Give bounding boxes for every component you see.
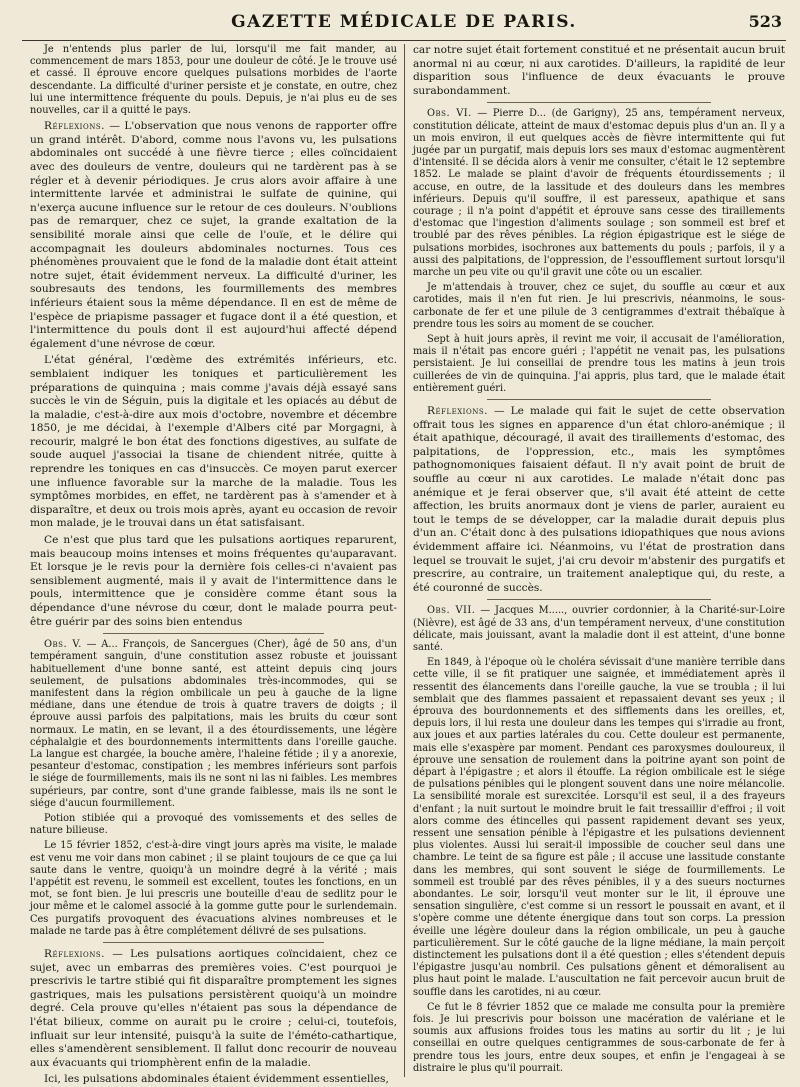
paragraph [30,948,397,1070]
paragraph-text: Ce n'est que plus tard que les pulsations aortiques reparurent, mais beaucoup moins intenses et moins fréquentes qu'auparavant. Et lorsque je le revis pour la dernière fois celles-ci n'avaient pas sensiblement augmenté, mais il y avait de l'intermittence dans le pouls, intermittence que je considère comme étant sous la dépendance d'une névrose du cœur, dont le malade pourra peut-être guérir par des soins bien entendus [30,534,397,628]
paragraph [30,120,397,351]
paragraph-text: Sept à huit jours après, il revint me voir, il accusait de l'amélioration, mais il n'était pas encore guéri ; l'appétit ne venait pas, les pulsations persistaient. Je lui conseillai de prendre tous les matins à jeun trois cuillerées de vin de quinquina. J'ai appris, plus tard, que le malade était entièrement guéri. [413,334,785,394]
paragraph-text: — Jacques M....., ouvrier cordonnier, à la Charité-sur-Loire (Nièvre), est âgé de 33 ans, d'un tempérament nerveux, d'une constitution délicate, mais jouissant, avant la maladie dont il est atteint, d'une bonne santé. [413,605,785,653]
paragraph [413,44,785,98]
paragraph [413,282,785,331]
left-column [30,44,397,1086]
paragraph-text: — L'observation que nous venons de rapporter offre un grand intérêt. D'abord, comme nous l'avons vu, les pulsations abdominales ont succédé à une fièvre tierce ; elles coïncidaient avec des douleurs de ventre, douleurs qui ne tardèrent pas à se régler et à devenir périodiques. Je crus alors avoir affaire à une intermittente larvée et administrai le sulfate de quinine, qui n'exerça aucune influence sur le retour de ces douleurs. N'oublions pas de remarquer, chez ce sujet, la grande exaltation de la sensibilité morale ainsi que celle de l'ouïe, et le délire qui accompagnait les douleurs abdominales nocturnes. Tous ces phénomènes prouvaient que le fond de la maladie dont était atteint notre sujet, était évidemment nerveux. La difficulté d'uriner, les soubresauts des tendons, les fourmillements des membres inférieurs étaient sous la même dépendance. Il en est de même de l'espèce de priapisme passager et fugace dont il a été question, et l'intermittence du pouls dont il est aujourd'hui affecté dépend également d'une névrose de cœur. [30,120,397,350]
paragraph-text: Je n'entends plus parler de lui, lorsqu'il me fait mander, au commencement de mars 1853, pour une douleur de côté. Je le trouve usé et cassé. Il éprouve encore quelques pulsations morbides de l'aorte descendante. La difficulté d'uriner persiste et je constate, en outre, chez lui une intermittence fréquente du pouls. Depuis, je n'ai plus eu de ses nouvelles, car il a quitté le pays. [30,44,397,117]
paragraph [413,334,785,395]
paragraph [413,605,785,654]
paragraph [30,1073,397,1087]
section-separator [487,599,710,600]
section-separator [487,102,710,103]
paragraph-text: — A... François, de Sancergues (Cher), âgé de 50 ans, d'un tempérament sanguin, d'une constitution assez robuste et jouissant habituellement d'une bonne santé, est atteint depuis cinq jours seulement, de pulsations abdominales très-incommodes, qui se manifestent dans la région ombilicale un peu à gauche de la ligne médiane, dans une étendue de trois à quatre travers de doigts ; il éprouve aussi parfois des palpitations, mais les bruits du cœur sont normaux. Le matin, en se levant, il a des étourdissements, une légère céphalalgie et des bourdonnements intermittents dans l'oreille gauche. La langue est chargée, la bouche amère, l'haleine fétide ; il y a anorexie, pesanteur d'estomac, constipation ; les membres inférieurs sont parfois le siége de fourmillements, mais ils ne sont ni las ni faibles. Les membres supérieurs, par contre, sont d'une grande faiblesse, mais ils ne sont le siége d'aucun fourmillement. [30,639,397,809]
paragraph [30,639,397,810]
paragraph-text: — Le malade qui fait le sujet de cette observation offrait tous les signes en apparence d'un état chloro-anémique ; il était apathique, découragé, il avait des tiraillements d'estomac, des palpitations, de l'oppression, etc., mais les symptômes pathognomoniques faisaient défaut. Il n'y avait point de bruit de souffle au cœur ni aux carotides. Le malade n'était donc pas anémique et je ferai observer que, s'il avait été atteint de cette affection, les bruits anormaux dont je viens de parler, auraient eu tout le temps de se développer, car la maladie durait depuis plus d'un an. C'était donc à des pulsations idiopathiques que nous avions évidemment affaire ici. Néanmoins, vu l'état de prostration dans lequel se trouvait le sujet, j'ai cru devoir m'abstenir des purgatifs et prescrire, au contraire, un traitement analeptique qui, du reste, a été couronné de succès. [413,405,785,594]
paragraph-text: Ce fut le 8 février 1852 que ce malade me consulta pour la première fois. Je lui prescrivis pour boisson une macération de valériane et le soumis aux affusions froides tous les matins au sortir du lit ; je lui conseillai en outre quelques centigrammes de sous-carbonate de fer à prendre tous les jours, entre deux soupes, et enfin je l'engageai à se distraire le plus qu'il pourrait. [413,1001,785,1074]
paragraph-lead: Réflexions. [44,120,105,133]
paragraph-lead: Réflexions. [427,405,488,418]
section-separator [103,633,323,634]
paragraph [413,1002,785,1075]
paragraph [30,354,397,531]
section-separator [103,942,323,943]
paragraph [413,108,785,279]
paragraph-text: Ici, les pulsations abdominales étaient évidemment essentielles, [44,1073,389,1086]
paragraph-text: Potion stibiée qui a provoqué des vomissements et des selles de nature bilieuse. [30,813,397,837]
paragraph [30,44,397,117]
paragraph [30,534,397,629]
page-header [22,10,786,41]
paragraph-lead: Obs. V. [44,639,82,651]
paragraph-text: Je m'attendais à trouver, chez ce sujet, du souffle au cœur et aux carotides, mais il n'en fut rien. Je lui prescrivis, néanmoins, le sous-carbonate de fer et une pilule de 3 centigrammes d'extrait thébaïque à prendre tous les soirs au moment de se coucher. [413,282,785,330]
paragraph-lead: Obs. VII. [427,605,476,617]
right-column [413,44,785,1079]
journal-title: GAZETTE MÉDICALE DE PARIS. [231,12,577,32]
paragraph [30,813,397,837]
section-separator [487,399,710,400]
paragraph-lead: Réflexions. [44,948,105,961]
paragraph [413,657,785,999]
paragraph-lead: Obs. VI. [427,108,472,120]
paragraph-text: car notre sujet était fortement constitué et ne présentait aucun bruit anormal ni au cœur, ni aux carotides. D'ailleurs, la rapidité de leur disparition sous l'influence de deux évacuants le prouve surabondamment. [413,44,785,97]
page-number: 523 [748,12,782,31]
paragraph-text: L'état général, l'œdème des extrémités inférieurs, etc. semblaient indiquer les toniques et particulièrement les préparations de quinquina ; mais comme j'avais déjà essayé sans succès le vin de Séguin, puis la digitale et les opiacés au début de la maladie, c'est-à-dire aux mois d'octobre, novembre et décembre 1850, je me décidai, à l'exemple d'Albers cité par Morgagni, à recourir, malgré le bon état des fonctions digestives, au sulfate de soude auquel j'associai la tisane de chiendent nitrée, quitte à reprendre les toniques en cas d'insuccès. Ce moyen parut exercer une influence favorable sur la marche de la maladie. Tous les symptômes morbides, en effet, ne tardèrent pas à s'amender et à disparaître, et deux ou trois mois après, ayant eu occasion de revoir mon malade, je le trouvai dans un état satisfaisant. [30,354,397,530]
paragraph-text: — Pierre D... (de Garigny), 25 ans, tempérament nerveux, constitution délicate, atteint de maux d'estomac depuis plus d'un an. Il y a un mois environ, il eut quelques accès de fièvre intermittente qui fut jugée par un purgatif, mais depuis lors ses maux d'estomac augmentèrent d'intensité. Il se décida alors à venir me consulter, c'était le 12 septembre 1852. Le malade se plaint d'avoir de fréquents étourdissements ; il accuse, en outre, de la lassitude et des douleurs dans les membres inférieurs. Depuis qu'il souffre, il est paresseux, apathique et sans courage ; il n'a point d'appétit et éprouve sans cesse des tiraillements d'estomac que l'ingestion d'aliments soulage ; son sommeil est bref et troublé par des rêves pénibles. La région épigastrique est le siége de pulsations morbides, isochrones aux battements du pouls ; parfois, il y a aussi des palpitations, de l'oppression, de l'essoufflement surtout lorsqu'il marche un peu vite ou qu'il gravit une côte ou un escalier. [413,108,785,279]
paragraph [413,405,785,595]
paragraph-text: Le 15 février 1852, c'est-à-dire vingt jours après ma visite, le malade est venu me voir dans mon cabinet ; il se plaint toujours de ce que ça lui saute dans le ventre, quoiqu'à un moindre degré à la vérité ; mais l'appétit est revenu, le sommeil est excellent, toutes les fonctions, en un mot, se font bien. Je lui prescris une bouteille d'eau de sedlitz pour le jour même et le calomel associé à la gomme gutte pour le surlendemain. Ces purgatifs provoquent des évacuations alvines nombreuses et le malade ne tarde pas à être complétement délivré de ses pulsations. [30,840,397,937]
paragraph-text: En 1849, à l'époque où le choléra sévissait d'une manière terrible dans cette ville, il se fit pratiquer une saignée, et immédiatement après il ressentit des élancements dans l'oreille gauche, la vue se troubla ; il lui semblait que des flammes passaient et repassaient devant ses yeux ; il éprouva des bourdonnements et des sifflements dans les oreilles, et, depuis lors, il lui resta une douleur dans les tempes qui s'irradie au front, aux joues et aux parties latérales du cou. Cette douleur est permanente, mais elle s'exaspère par moment. Pendant ces paroxysmes douloureux, il éprouve une sensation de roulement dans la poitrine ayant son point de départ à l'épigastre ; et alors il étouffe. La région ombilicale est le siége de pulsations pénibles qui le plongent souvent dans une noire mélancolie. La sensibilité morale est surexcitée. Lorsqu'il est seul, il a des frayeurs d'enfant ; la nuit surtout le moindre bruit le fait tressaillir d'effroi ; il voit alors comme des étincelles qui passent rapidement devant ses yeux, ressent une sensation pénible à l'épigastre et les pulsations deviennent plus violentes. Aussi lui serait-il impossible de coucher seul dans une chambre. Le teint de sa figure est pâle ; il accuse une lassitude constante dans les membres, qui sont souvent le siége de fourmillements. Le sommeil est troublé par des rêves pénibles, il y a des sueurs nocturnes abondantes. Le soir, lorsqu'il veut monter sur le lit, il éprouve une sensation singulière, c'est comme si un ressort le poussait en avant, et il s'opère comme une détente énergique dans tout son corps. La pression éveille une légère douleur dans la région ombilicale, un peu à gauche particulièrement. Sur le côté gauche de la ligne médiane, la main perçoit distinctement les pulsations dont il a été question ; elles s'étendent depuis l'épigastre jusqu'au nombril. Ces pulsations gênent et démoralisent au plus haut point le malade. L'auscultation ne fait percevoir aucun bruit de souffle dans les carotides, ni au cœur. [413,657,785,998]
paragraph-text: — Les pulsations aortiques coïncidaient, chez ce sujet, avec un embarras des premières voies. C'est pourquoi je prescrivis le tartre stibié qui fit disparaître promptement les signes gastriques, mais les pulsations persistèrent quoiqu'à un moindre degré. Cela prouve qu'elles n'étaient pas sous la dépendance de l'état bilieux, comme on aurait pu le croire ; celui-ci, toutefois, influait sur leur intensité, puisqu'à la suite de l'éméto-cathartique, elles s'amendèrent sensiblement. Il fallut donc recourir de nouveau aux évacuants qui triomphèrent enfin de la maladie. [30,948,397,1069]
paragraph [30,840,397,938]
column-divider [404,44,405,1077]
